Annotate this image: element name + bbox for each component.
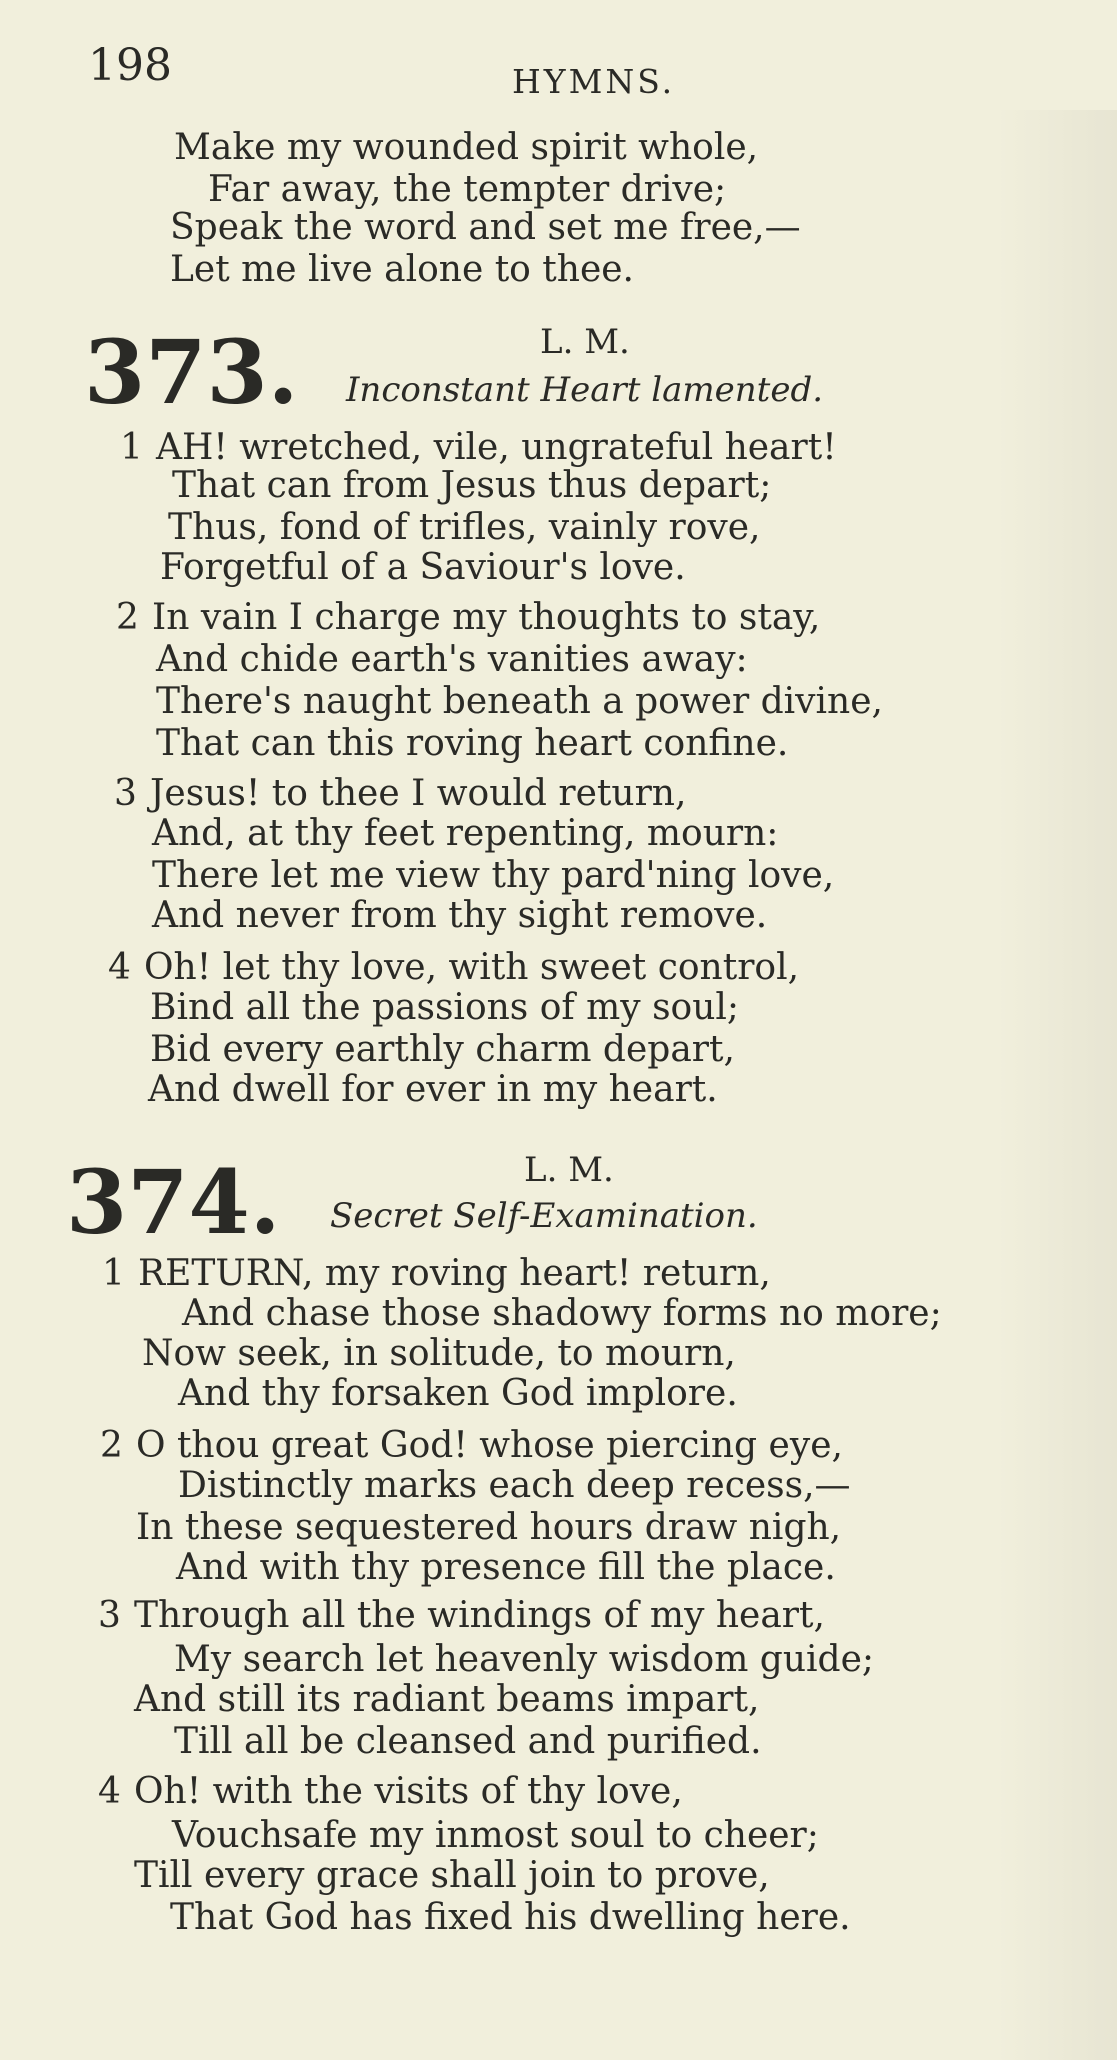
continuation-line: Make my wounded spirit whole, <box>174 127 759 168</box>
verse-line: That can this roving heart confine. <box>156 723 789 764</box>
verse-number: 3 <box>98 1595 121 1636</box>
verse-line: Vouchsafe my inmost soul to cheer; <box>172 1815 819 1856</box>
verse-line: And thy forsaken God implore. <box>178 1373 738 1414</box>
verse-line: Forgetful of a Saviour's love. <box>160 547 686 588</box>
verse-line: Till all be cleansed and purified. <box>174 1721 762 1762</box>
verse-line: Bid every earthly charm depart, <box>150 1029 735 1070</box>
hymn-meter: L. M. <box>524 1150 614 1190</box>
hymn-meter: L. M. <box>540 322 630 362</box>
running-title: HYMNS. <box>512 62 676 101</box>
verse-line: 3 Through all the windings of my heart, <box>98 1595 825 1636</box>
verse-line: There's naught beneath a power divine, <box>156 681 883 722</box>
verse-line: 1 RETURN, my roving heart! return, <box>102 1253 771 1294</box>
verse-line: There let me view thy pard'ning love, <box>152 855 835 896</box>
verse-line: And, at thy feet repenting, mourn: <box>152 813 779 854</box>
continuation-line: Let me live alone to thee. <box>170 249 634 290</box>
verse-line: 1 AH! wretched, vile, ungrateful heart! <box>120 427 837 468</box>
page-header <box>88 40 988 100</box>
verse-number: 1 <box>120 427 143 468</box>
hymn-title: Secret Self-Examination. <box>330 1196 758 1236</box>
verse-number: 2 <box>100 1425 123 1466</box>
verse-line: Till every grace shall join to prove, <box>134 1855 770 1896</box>
verse-line: 3 Jesus! to thee I would return, <box>114 773 687 814</box>
verse-line: 4 Oh! with the visits of thy love, <box>98 1771 683 1812</box>
verse-line: And chase those shadowy forms no more; <box>182 1293 942 1334</box>
verse-line: My search let heavenly wisdom guide; <box>174 1639 875 1680</box>
verse-line: And never from thy sight remove. <box>152 895 768 936</box>
verse-line: In these sequestered hours draw nigh, <box>136 1507 842 1548</box>
verse-line: 2 O thou great God! whose piercing eye, <box>100 1425 843 1466</box>
verse-line: That can from Jesus thus depart; <box>172 465 772 506</box>
verse-line: 2 In vain I charge my thoughts to stay, <box>116 597 821 638</box>
verse-number: 4 <box>98 1771 121 1812</box>
continuation-line: Speak the word and set me free,— <box>170 207 801 248</box>
verse-line: That God has fixed his dwelling here. <box>170 1897 851 1938</box>
verse-line: And dwell for ever in my heart. <box>148 1069 718 1110</box>
verse-number: 2 <box>116 597 139 638</box>
verse-number: 1 <box>102 1253 125 1294</box>
verse-line: Distinctly marks each deep recess,— <box>178 1465 851 1506</box>
verse-line: And with thy presence fill the place. <box>176 1547 836 1588</box>
verse-line: And still its radiant beams impart, <box>134 1679 760 1720</box>
verse-line: Bind all the passions of my soul; <box>150 987 740 1028</box>
verse-line: 4 Oh! let thy love, with sweet control, <box>108 947 800 988</box>
verse-line: Thus, fond of trifles, vainly rove, <box>168 507 761 548</box>
page-number: 198 <box>88 40 172 91</box>
verse-line: Now seek, in solitude, to mourn, <box>142 1333 736 1374</box>
bleed-through-shadow <box>997 110 1117 2060</box>
hymn-number: 374. <box>66 1150 281 1254</box>
verse-number: 4 <box>108 947 131 988</box>
verse-number: 3 <box>114 773 137 814</box>
verse-line: And chide earth's vanities away: <box>156 639 748 680</box>
hymn-number: 373. <box>84 320 299 424</box>
continuation-line: Far away, the tempter drive; <box>208 169 727 210</box>
hymn-title: Inconstant Heart lamented. <box>346 370 824 410</box>
